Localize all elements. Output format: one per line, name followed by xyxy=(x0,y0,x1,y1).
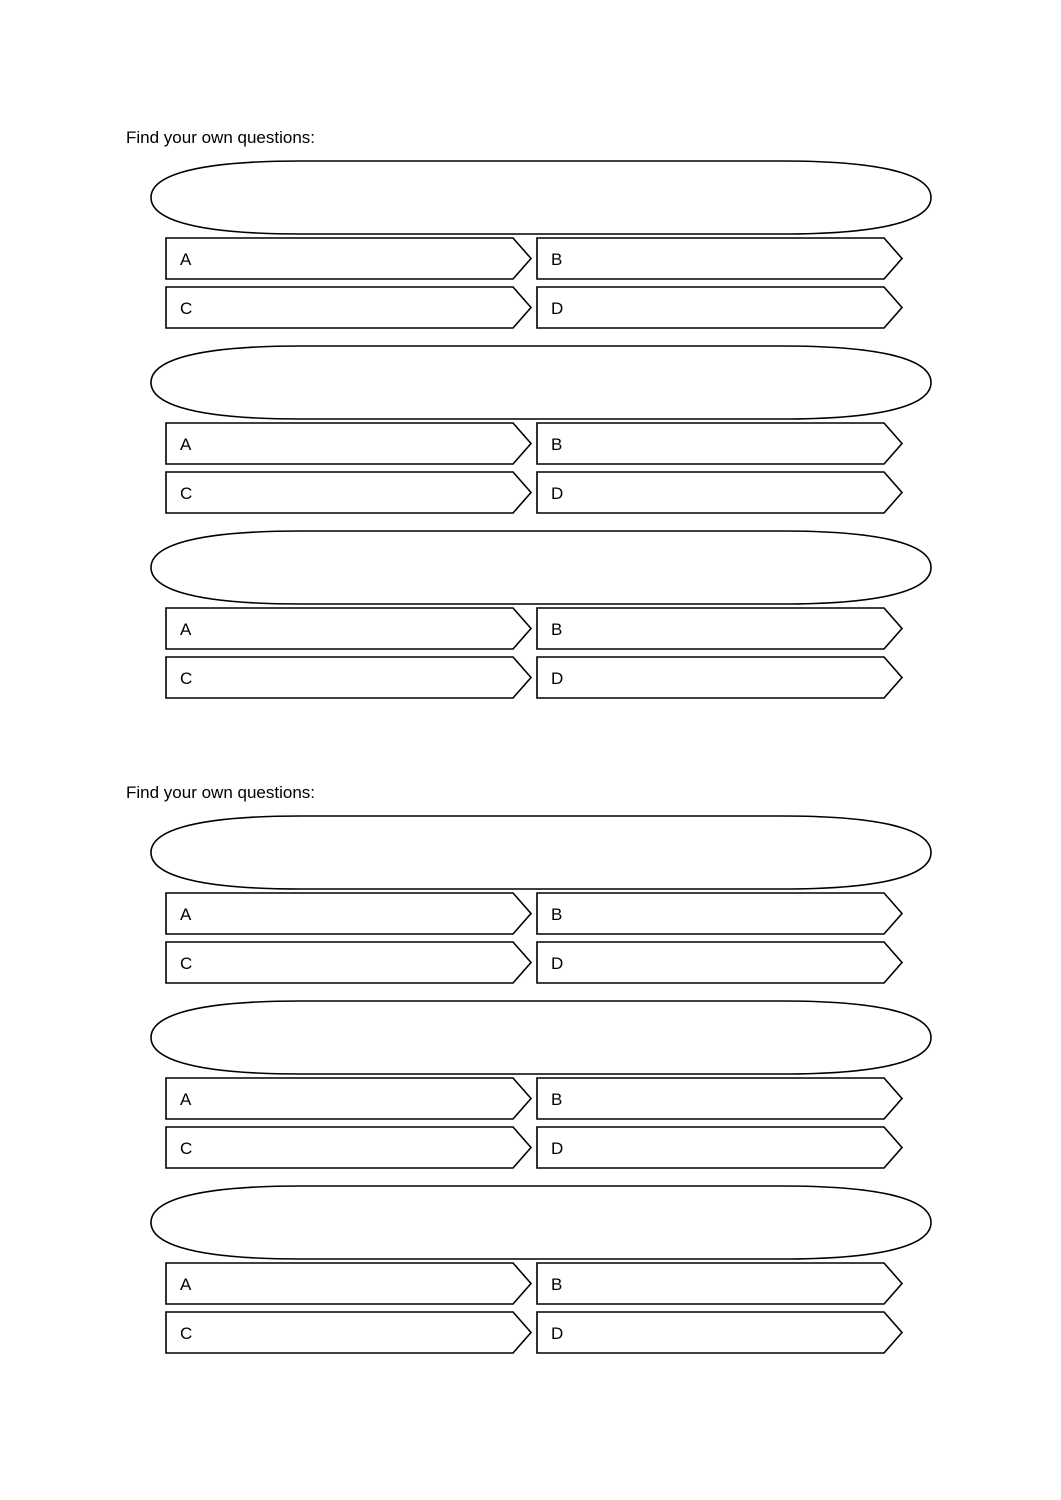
answer-box[interactable] xyxy=(166,472,531,513)
question-block xyxy=(151,816,931,983)
answer-option-a[interactable] xyxy=(166,1263,531,1304)
answer-letter: B xyxy=(551,905,563,924)
answer-letter: B xyxy=(551,435,563,454)
answer-box[interactable] xyxy=(537,657,902,698)
answer-box[interactable] xyxy=(537,1127,902,1168)
answer-letter: D xyxy=(551,1139,564,1158)
question-block xyxy=(151,531,931,698)
answer-option-b[interactable] xyxy=(537,1263,902,1304)
answer-option-d[interactable] xyxy=(537,1312,902,1353)
answer-option-d[interactable] xyxy=(537,472,902,513)
question-oval[interactable] xyxy=(151,1001,931,1074)
answer-letter: D xyxy=(551,954,564,973)
answer-box[interactable] xyxy=(166,1263,531,1304)
answer-letter: C xyxy=(180,1139,193,1158)
answer-box[interactable] xyxy=(537,238,902,279)
answer-letter: D xyxy=(551,299,564,318)
section-heading: Find your own questions: xyxy=(126,783,315,802)
answer-option-b[interactable] xyxy=(537,1078,902,1119)
answer-letter: A xyxy=(180,1275,192,1294)
answer-option-b[interactable] xyxy=(537,423,902,464)
answer-box[interactable] xyxy=(166,1312,531,1353)
answer-letter: A xyxy=(180,435,192,454)
answer-letter: D xyxy=(551,669,564,688)
section-heading: Find your own questions: xyxy=(126,128,315,147)
answer-letter: A xyxy=(180,905,192,924)
answer-option-a[interactable] xyxy=(166,893,531,934)
question-block xyxy=(151,1186,931,1353)
answer-box[interactable] xyxy=(166,942,531,983)
answer-option-a[interactable] xyxy=(166,608,531,649)
question-oval[interactable] xyxy=(151,161,931,234)
answer-option-b[interactable] xyxy=(537,238,902,279)
question-block xyxy=(151,161,931,328)
answer-box[interactable] xyxy=(166,1078,531,1119)
answer-letter: B xyxy=(551,1275,563,1294)
answer-box[interactable] xyxy=(537,608,902,649)
answer-box[interactable] xyxy=(537,287,902,328)
answer-box[interactable] xyxy=(166,893,531,934)
answer-letter: D xyxy=(551,1324,564,1343)
answer-box[interactable] xyxy=(166,423,531,464)
answer-option-c[interactable] xyxy=(166,1312,531,1353)
answer-option-a[interactable] xyxy=(166,423,531,464)
question-oval[interactable] xyxy=(151,346,931,419)
answer-option-c[interactable] xyxy=(166,657,531,698)
answer-option-c[interactable] xyxy=(166,287,531,328)
answer-box[interactable] xyxy=(166,657,531,698)
answer-letter: A xyxy=(180,1090,192,1109)
answer-letter: B xyxy=(551,1090,563,1109)
answer-letter: A xyxy=(180,620,192,639)
answer-option-b[interactable] xyxy=(537,608,902,649)
answer-box[interactable] xyxy=(537,893,902,934)
answer-option-c[interactable] xyxy=(166,472,531,513)
answer-box[interactable] xyxy=(537,1078,902,1119)
answer-letter: C xyxy=(180,484,193,503)
answer-letter: A xyxy=(180,250,192,269)
answer-letter: C xyxy=(180,954,193,973)
answer-option-d[interactable] xyxy=(537,1127,902,1168)
answer-option-a[interactable] xyxy=(166,1078,531,1119)
answer-box[interactable] xyxy=(537,423,902,464)
answer-letter: D xyxy=(551,484,564,503)
answer-option-c[interactable] xyxy=(166,1127,531,1168)
answer-option-c[interactable] xyxy=(166,942,531,983)
answer-option-d[interactable] xyxy=(537,942,902,983)
question-oval[interactable] xyxy=(151,816,931,889)
answer-option-d[interactable] xyxy=(537,287,902,328)
answer-box[interactable] xyxy=(537,1312,902,1353)
answer-letter: C xyxy=(180,1324,193,1343)
answer-letter: B xyxy=(551,250,563,269)
answer-box[interactable] xyxy=(537,1263,902,1304)
answer-letter: C xyxy=(180,669,193,688)
answer-box[interactable] xyxy=(166,238,531,279)
answer-option-b[interactable] xyxy=(537,893,902,934)
answer-option-a[interactable] xyxy=(166,238,531,279)
question-block xyxy=(151,346,931,513)
question-oval[interactable] xyxy=(151,531,931,604)
answer-box[interactable] xyxy=(166,287,531,328)
answer-box[interactable] xyxy=(166,608,531,649)
answer-box[interactable] xyxy=(166,1127,531,1168)
answer-option-d[interactable] xyxy=(537,657,902,698)
answer-box[interactable] xyxy=(537,942,902,983)
answer-letter: B xyxy=(551,620,563,639)
answer-box[interactable] xyxy=(537,472,902,513)
question-oval[interactable] xyxy=(151,1186,931,1259)
question-block xyxy=(151,1001,931,1168)
answer-letter: C xyxy=(180,299,193,318)
